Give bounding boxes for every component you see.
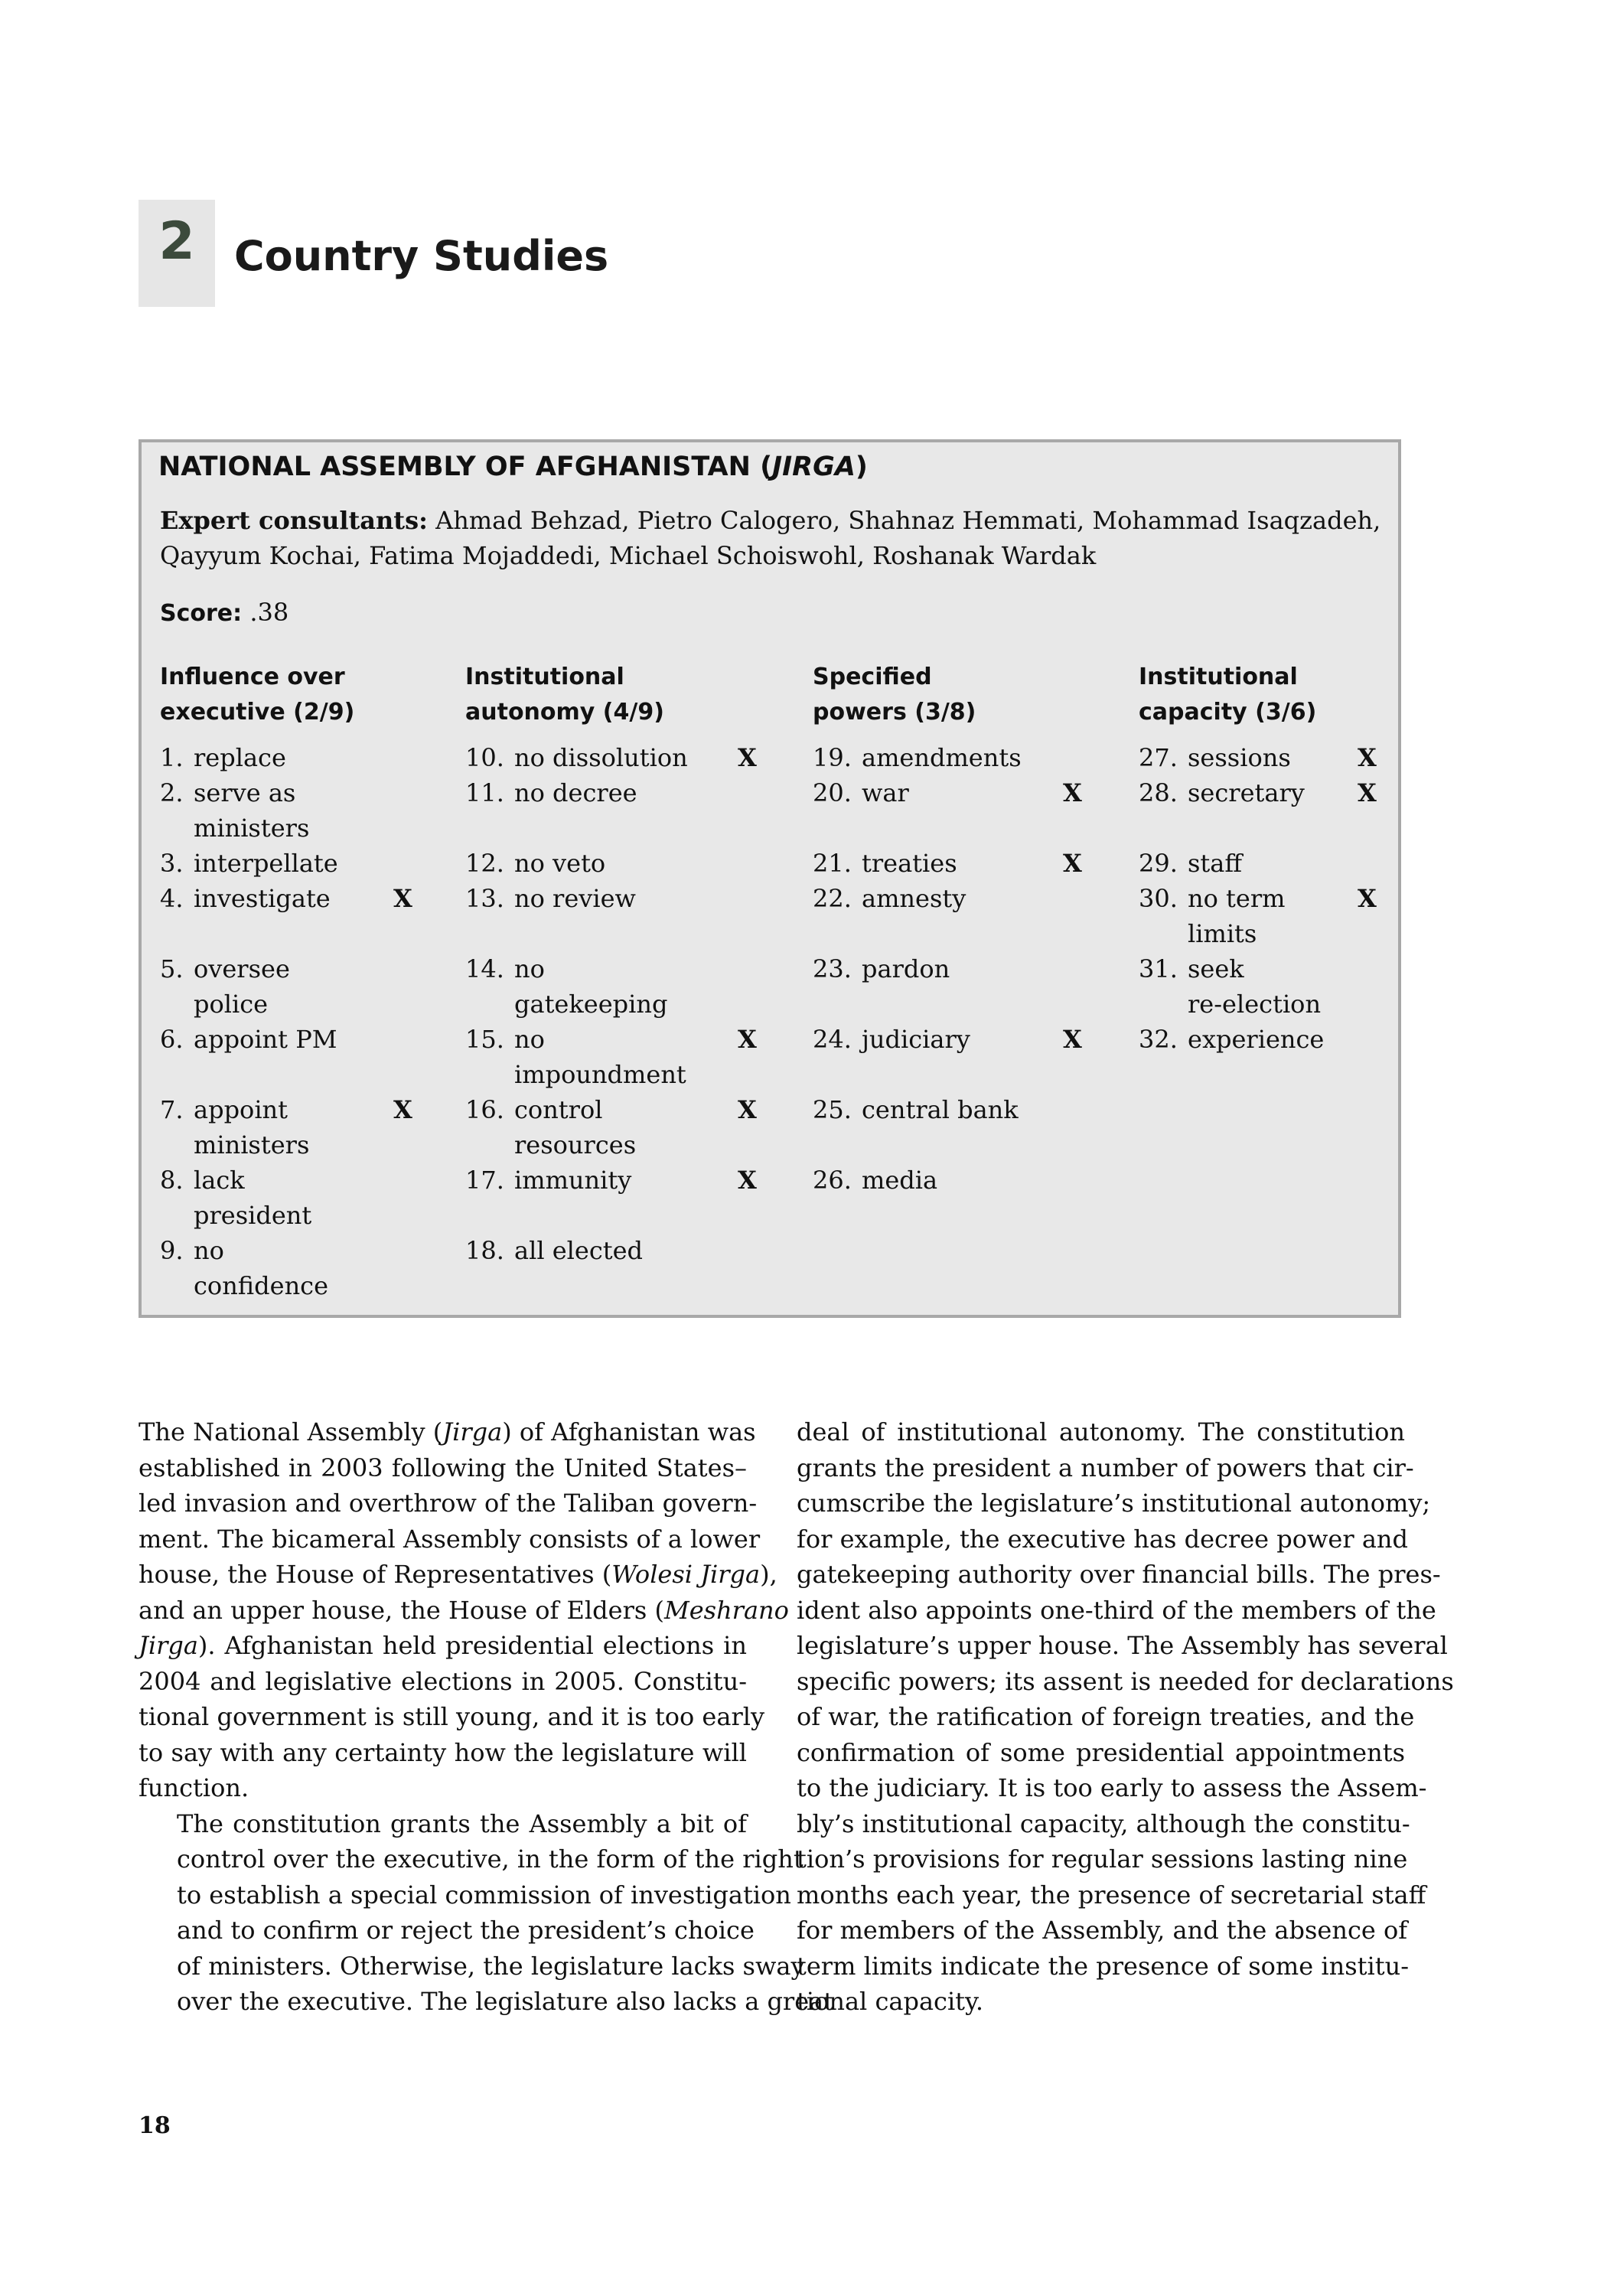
body-line: and to confirm or reject the president’s choice xyxy=(177,1916,755,1945)
item-label-line-1: central bank xyxy=(862,1095,1019,1124)
body-line: to say with any certainty how the legislature will xyxy=(139,1737,747,1767)
score-item xyxy=(465,740,688,775)
score-item xyxy=(160,775,310,843)
column-head-line-2: capacity (3/6) xyxy=(1139,699,1317,726)
column-head-line-1: Influence over xyxy=(160,664,345,690)
item-number: 6. xyxy=(160,1025,184,1054)
item-check-mark: X xyxy=(393,884,412,913)
score-item xyxy=(160,740,286,775)
score-item xyxy=(160,1163,312,1230)
item-number: 5. xyxy=(160,954,184,983)
expert-consultants xyxy=(160,503,1384,573)
score-item xyxy=(813,740,1022,775)
body-line: to the judiciary. It is too early to assess the Assem- xyxy=(797,1773,1427,1802)
body-line: specific powers; its assent is needed for declarations xyxy=(797,1666,1454,1696)
item-label-line-1: no dissolution xyxy=(514,743,688,772)
item-label xyxy=(514,846,605,881)
item-label-line-2: gatekeeping xyxy=(514,990,668,1019)
item-label xyxy=(194,1022,337,1057)
item-number: 27. xyxy=(1139,743,1178,772)
consultants-label: Expert consultants: xyxy=(160,506,428,535)
body-line: tion’s provisions for regular sessions lasting nine xyxy=(797,1844,1408,1874)
item-label-line-2: ministers xyxy=(194,1130,310,1159)
item-label-line-2: re-election xyxy=(1188,990,1322,1019)
body-line: legislature’s upper house. The Assembly has several xyxy=(797,1631,1448,1660)
body-line: tional government is still young, and it is too early xyxy=(139,1702,765,1731)
item-number: 24. xyxy=(813,1025,852,1054)
item-number: 20. xyxy=(813,778,852,807)
body-line: house, the House of Representatives (Wolesi Jirga), xyxy=(139,1560,777,1589)
item-label-line-1: pardon xyxy=(862,954,950,983)
item-number: 28. xyxy=(1139,778,1178,807)
item-label-line-1: amnesty xyxy=(862,884,966,913)
column-head-capacity xyxy=(1139,660,1414,730)
item-label-line-1: lack xyxy=(194,1166,245,1195)
item-label xyxy=(1188,1022,1324,1057)
score-value: .38 xyxy=(249,598,289,627)
item-label-line-2: limits xyxy=(1188,919,1257,948)
body-line: confirmation of some presidential appointments xyxy=(797,1737,1405,1767)
item-label xyxy=(1188,740,1291,775)
item-number: 1. xyxy=(160,743,184,772)
body-line: deal of institutional autonomy. The constitution xyxy=(797,1417,1405,1446)
score-item xyxy=(1139,1022,1325,1057)
consultants-line-2: Qayyum Kochai, Fatima Mojaddedi, Michael Schoiswohl, Roshanak Wardak xyxy=(160,541,1097,570)
item-label-line-1: appoint xyxy=(194,1095,288,1124)
item-number: 3. xyxy=(160,849,184,878)
item-label-line-1: experience xyxy=(1188,1025,1325,1054)
item-label xyxy=(194,881,331,916)
item-label-line-1: no xyxy=(194,1236,224,1265)
item-number: 14. xyxy=(465,954,504,983)
item-label xyxy=(862,740,1022,775)
box-title-end: ) xyxy=(855,452,868,482)
item-number: 26. xyxy=(813,1166,852,1195)
column-head-line-1: Institutional xyxy=(465,664,624,690)
score-item xyxy=(465,1233,644,1268)
column-head-line-2: autonomy (4/9) xyxy=(465,699,664,726)
score xyxy=(160,598,288,627)
item-check-mark: X xyxy=(738,1025,757,1054)
item-label xyxy=(862,1092,1019,1127)
item-label xyxy=(194,1092,309,1163)
item-label-line-1: no xyxy=(514,1025,545,1054)
item-label-line-1: all elected xyxy=(514,1236,644,1265)
body-line: ment. The bicameral Assembly consists of a lower xyxy=(139,1524,761,1554)
item-number: 32. xyxy=(1139,1025,1178,1054)
item-label-line-1: no xyxy=(514,954,545,983)
item-label xyxy=(194,846,338,881)
item-label xyxy=(514,1233,643,1268)
body-line: for members of the Assembly, and the absence of xyxy=(797,1916,1408,1945)
item-label-line-1: treaties xyxy=(862,849,957,878)
score-item xyxy=(160,846,338,881)
score-item xyxy=(465,1163,632,1198)
body-line: function. xyxy=(139,1773,249,1802)
item-label xyxy=(194,951,290,1022)
score-item xyxy=(465,775,637,810)
item-number: 4. xyxy=(160,884,184,913)
item-number: 21. xyxy=(813,849,852,878)
chapter-number: 2 xyxy=(158,211,195,272)
item-check-mark: X xyxy=(738,1095,757,1124)
item-label xyxy=(862,881,966,916)
box-title-italic: JIRGA xyxy=(772,452,856,482)
body-line: tional capacity. xyxy=(797,1987,984,2016)
item-label-line-1: immunity xyxy=(514,1166,632,1195)
body-line: grants the president a number of powers that cir- xyxy=(797,1453,1414,1482)
column-head-line-2: powers (3/8) xyxy=(813,699,976,726)
item-check-mark: X xyxy=(1063,1025,1082,1054)
score-item xyxy=(465,1092,637,1159)
body-line: to establish a special commission of investigation xyxy=(177,1880,791,1910)
score-item xyxy=(465,881,636,916)
column-head-influence xyxy=(160,660,435,730)
column-head-autonomy xyxy=(465,660,741,730)
box-title xyxy=(158,452,868,482)
score-item xyxy=(160,951,290,1019)
score-item xyxy=(160,1092,310,1159)
item-number: 12. xyxy=(465,849,504,878)
item-label xyxy=(862,1022,970,1057)
item-label-line-1: control xyxy=(514,1095,603,1124)
item-label xyxy=(194,1233,328,1303)
item-number: 18. xyxy=(465,1236,504,1265)
item-number: 19. xyxy=(813,743,852,772)
score-item xyxy=(465,846,606,881)
item-label-line-2: confidence xyxy=(194,1271,329,1300)
body-column-left xyxy=(139,1414,834,2020)
item-label-line-1: sessions xyxy=(1188,743,1291,772)
body-line: term limits indicate the presence of some institu- xyxy=(797,1951,1409,1981)
item-label-line-1: replace xyxy=(194,743,286,772)
score-item xyxy=(813,1163,938,1198)
item-label xyxy=(1188,846,1242,881)
item-number: 7. xyxy=(160,1095,184,1124)
item-check-mark: X xyxy=(1358,778,1377,807)
body-line: over the executive. The legislature also lacks a great xyxy=(177,1987,834,2016)
item-number: 10. xyxy=(465,743,504,772)
item-number: 8. xyxy=(160,1166,184,1195)
column-head-line-2: executive (2/9) xyxy=(160,699,355,726)
item-check-mark: X xyxy=(738,743,757,772)
score-item xyxy=(813,881,966,916)
chapter-title: Country Studies xyxy=(234,232,609,280)
item-label-line-1: oversee xyxy=(194,954,290,983)
score-item xyxy=(160,1022,337,1057)
score-item xyxy=(1139,775,1305,810)
body-line: gatekeeping authority over financial bills. The pres- xyxy=(797,1560,1441,1589)
item-label-line-2: ministers xyxy=(194,814,310,843)
score-item xyxy=(813,1022,970,1057)
item-check-mark: X xyxy=(1063,849,1082,878)
item-label-line-1: staff xyxy=(1188,849,1243,878)
item-label-line-1: no decree xyxy=(514,778,637,807)
item-label xyxy=(862,775,909,810)
body-line: and an upper house, the House of Elders (Meshrano xyxy=(139,1595,789,1625)
item-number: 31. xyxy=(1139,954,1178,983)
body-line: of ministers. Otherwise, the legislature lacks sway xyxy=(177,1951,805,1981)
score-item xyxy=(813,951,950,987)
item-label-line-1: serve as xyxy=(194,778,296,807)
score-item xyxy=(1139,881,1286,948)
item-label-line-1: seek xyxy=(1188,954,1244,983)
column-head-line-1: Specified xyxy=(813,664,932,690)
consultants-line-1: Ahmad Behzad, Pietro Calogero, Shahnaz Hemmati, Mohammad Isaqzadeh, xyxy=(435,506,1381,535)
item-label xyxy=(862,1163,937,1198)
item-label-line-1: appoint PM xyxy=(194,1025,337,1054)
body-line: cumscribe the legislature’s institutional autonomy; xyxy=(797,1489,1431,1518)
item-number: 25. xyxy=(813,1095,852,1124)
score-item xyxy=(1139,846,1243,881)
body-line: 2004 and legislative elections in 2005. Constitu- xyxy=(139,1666,747,1696)
item-check-mark: X xyxy=(1358,743,1377,772)
score-item xyxy=(465,951,668,1019)
item-number: 17. xyxy=(465,1166,504,1195)
body-line: control over the executive, in the form of the right xyxy=(177,1844,804,1874)
score-item xyxy=(813,846,957,881)
body-line: months each year, the presence of secretarial staff xyxy=(797,1880,1426,1910)
item-check-mark: X xyxy=(738,1166,757,1195)
item-label xyxy=(514,1022,686,1092)
item-number: 23. xyxy=(813,954,852,983)
item-label xyxy=(514,1163,631,1198)
item-label xyxy=(514,951,667,1022)
item-label-line-1: media xyxy=(862,1166,938,1195)
score-item xyxy=(813,1092,1019,1127)
item-label xyxy=(862,846,957,881)
item-label xyxy=(194,1163,311,1233)
score-item xyxy=(813,775,909,810)
item-check-mark: X xyxy=(393,1095,412,1124)
item-check-mark: X xyxy=(1358,884,1377,913)
body-line: of war, the ratification of foreign treaties, and the xyxy=(797,1702,1415,1731)
item-number: 16. xyxy=(465,1095,504,1124)
body-line: for example, the executive has decree power and xyxy=(797,1524,1408,1554)
body-column-right xyxy=(797,1414,1454,2020)
score-label: Score: xyxy=(160,600,243,627)
item-label-line-2: police xyxy=(194,990,269,1019)
body-line: led invasion and overthrow of the Taliban govern- xyxy=(139,1489,758,1518)
item-number: 15. xyxy=(465,1025,504,1054)
item-label-line-2: president xyxy=(194,1201,312,1230)
item-label-line-1: no review xyxy=(514,884,636,913)
item-number: 11. xyxy=(465,778,504,807)
item-label-line-1: war xyxy=(862,778,909,807)
item-label-line-2: impoundment xyxy=(514,1060,686,1089)
item-label-line-1: no term xyxy=(1188,884,1286,913)
item-label xyxy=(862,951,950,987)
body-line: Jirga). Afghanistan held presidential elections in xyxy=(139,1631,747,1660)
item-check-mark: X xyxy=(1063,778,1082,807)
body-line: The National Assembly (Jirga) of Afghanistan was xyxy=(139,1417,756,1446)
item-number: 22. xyxy=(813,884,852,913)
item-label xyxy=(194,775,309,846)
score-item xyxy=(160,881,331,916)
item-label xyxy=(514,1092,636,1163)
item-label xyxy=(514,881,636,916)
box-title-main: NATIONAL ASSEMBLY OF AFGHANISTAN ( xyxy=(158,452,773,482)
score-item xyxy=(160,1233,329,1300)
item-number: 29. xyxy=(1139,849,1178,878)
body-line: bly’s institutional capacity, although the constitu- xyxy=(797,1808,1410,1838)
score-item xyxy=(1139,951,1322,1019)
column-head-powers xyxy=(813,660,1088,730)
item-label xyxy=(194,740,286,775)
item-label xyxy=(1188,881,1285,951)
item-number: 30. xyxy=(1139,884,1178,913)
item-number: 9. xyxy=(160,1236,184,1265)
item-label xyxy=(514,740,688,775)
item-label xyxy=(514,775,637,810)
body-line: established in 2003 following the United States– xyxy=(139,1453,747,1482)
item-label xyxy=(1188,775,1305,810)
item-label xyxy=(1188,951,1321,1022)
item-label-line-2: resources xyxy=(514,1130,637,1159)
item-label-line-1: interpellate xyxy=(194,849,338,878)
item-label-line-1: amendments xyxy=(862,743,1022,772)
score-item xyxy=(465,1022,686,1089)
item-label-line-1: judiciary xyxy=(862,1025,970,1054)
item-number: 13. xyxy=(465,884,504,913)
body-line: ident also appoints one-third of the members of the xyxy=(797,1595,1436,1625)
body-line: The constitution grants the Assembly a bit of xyxy=(177,1808,747,1838)
item-number: 2. xyxy=(160,778,184,807)
column-head-line-1: Institutional xyxy=(1139,664,1298,690)
score-item xyxy=(1139,740,1291,775)
item-label-line-1: secretary xyxy=(1188,778,1305,807)
item-label-line-1: no veto xyxy=(514,849,606,878)
item-label-line-1: investigate xyxy=(194,884,331,913)
page-number: 18 xyxy=(139,2112,171,2139)
